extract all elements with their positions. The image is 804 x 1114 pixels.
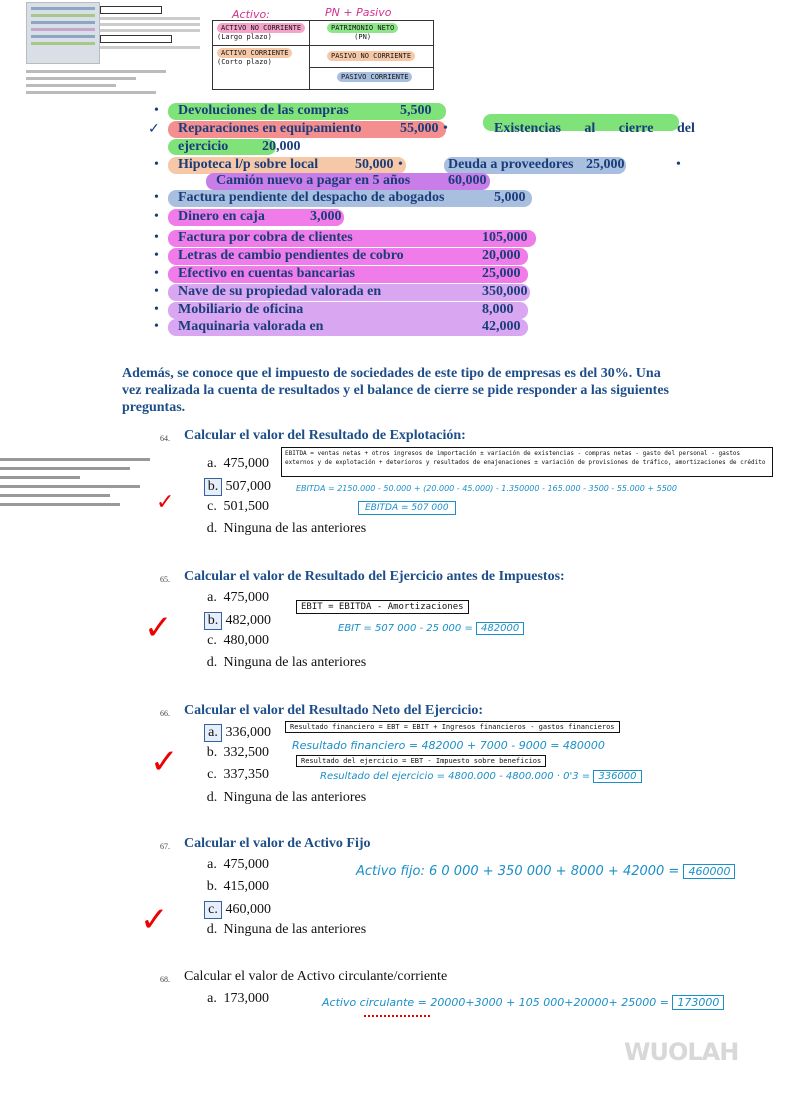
pn-sub: (PN) <box>354 33 372 41</box>
q64-text: Calcular el valor del Resultado de Explotación: <box>184 428 466 443</box>
q64-option-c[interactable]: c. 501,500 <box>207 499 269 514</box>
q66-option-c[interactable]: c. 337,350 <box>207 767 269 782</box>
item-maquinaria: Maquinaria valorada en 42,000 <box>178 319 521 334</box>
ac-sub: (Corto plazo) <box>217 58 272 66</box>
q66-rf-calc: Resultado financiero = 482000 + 7000 - 9000 = 480000 <box>292 739 605 752</box>
item-reparaciones: Reparaciones en equipamiento 55,000 <box>178 121 439 136</box>
q67-text: Calcular el valor de Activo Fijo <box>184 836 371 851</box>
item-existencias: Existencias al cierre del <box>494 121 695 136</box>
q65-option-a[interactable]: a. 475,000 <box>207 590 269 605</box>
q68-ac-calc: Activo circulante = 20000+3000 + 105 000+20000+ 25000 = 173000 <box>322 996 724 1009</box>
item-camion: Camión nuevo a pagar en 5 años 60,000 <box>216 173 487 188</box>
q65-number: 65. <box>160 575 170 584</box>
q66-option-b[interactable]: b. 332,500 <box>206 745 269 760</box>
thumbnail-preview <box>26 2 100 64</box>
mini-notes-2 <box>26 66 166 98</box>
ac-label: ACTIVO CORRIENTE <box>217 48 292 58</box>
q68-ac-result: 173000 <box>672 995 724 1010</box>
anc-sub: (Largo plazo) <box>217 33 272 41</box>
item-hipoteca: Hipoteca l/p sobre local 50,000 <box>178 157 394 172</box>
q64-option-d[interactable]: d. Ninguna de las anteriores <box>206 521 367 536</box>
q65-text: Calcular el valor de Resultado del Ejercicio antes de Impuestos: <box>184 569 565 584</box>
pn-pasivo-heading: PN + Pasivo <box>325 6 392 19</box>
q68-number: 68. <box>160 975 170 984</box>
q64-option-b[interactable]: b. 507,000 <box>204 478 271 496</box>
q67-option-d[interactable]: d. Ninguna de las anteriores <box>206 922 367 937</box>
q65-ebit-calc: EBIT = 507 000 - 25 000 = 482000 <box>338 623 524 634</box>
item-efectivo-bancos: Efectivo en cuentas bancarias 25,000 <box>178 266 521 281</box>
q66-text: Calcular el valor del Resultado Neto del Ejercicio: <box>184 703 484 718</box>
margin-notes <box>0 452 150 512</box>
q65-ebit-result: 482000 <box>476 622 524 635</box>
q64-ebitda-calc: EBITDA = 2150.000 - 50.000 + (20.000 - 45.000) - 1.350000 - 165.000 - 3500 - 55.000 + 5500 <box>296 484 677 493</box>
q68-option-a[interactable]: a. 173,000 <box>207 991 269 1006</box>
item-factura-clientes: Factura por cobra de clientes 105,000 <box>178 230 528 245</box>
q67-option-a[interactable]: a. 475,000 <box>207 857 269 872</box>
q65-option-d[interactable]: d. Ninguna de las anteriores <box>206 655 367 670</box>
q66-option-d[interactable]: d. Ninguna de las anteriores <box>206 790 367 805</box>
pnc-label: PASIVO NO CORRIENTE <box>327 51 415 61</box>
item-devoluciones: Devoluciones de las compras 5,500 <box>178 103 432 118</box>
q66-rn-result: 336000 <box>593 770 641 783</box>
item-factura-abogados: Factura pendiente del despacho de abogados 5,000 <box>178 190 526 205</box>
pc-label: PASIVO CORRIENTE <box>337 72 412 82</box>
intro-paragraph: Además, se conoce que el impuesto de sociedades de este tipo de empresas es del 30%. Una vez realizada la cuenta de resultados y el balance de cierre se pide responder a las siguientes preguntas. <box>122 366 669 415</box>
q64-number: 64. <box>160 434 170 443</box>
q67-check-icon: ✓ <box>140 900 169 940</box>
q67-option-c[interactable]: c. 460,000 <box>204 901 271 919</box>
item-letras-cambio: Letras de cambio pendientes de cobro 20,000 <box>178 248 521 263</box>
q65-option-b[interactable]: b. 482,000 <box>204 612 271 630</box>
q68-text: Calcular el valor de Activo circulante/corriente <box>184 969 448 984</box>
q64-ebitda-result: EBITDA = 507 000 <box>358 501 456 515</box>
q65-check-icon: ✓ <box>144 608 173 648</box>
q67-af-calc: Activo fijo: 6 0 000 + 350 000 + 8000 + 42000 = 460000 <box>356 864 735 879</box>
q67-option-b[interactable]: b. 415,000 <box>206 879 269 894</box>
q67-af-result: 460000 <box>683 864 735 879</box>
watermark: WUOLAH <box>624 1038 739 1066</box>
q64-ebitda-formula: EBITDA = ventas netas + otros ingresos de importación ± variación de existencias - compras netas - gasto del personal - gastos externos y de explotación + deterioros y resultados de enajenaciones ± variación de provisiones de tráfico, amortizaciones de crédito <box>281 447 773 477</box>
q66-option-a[interactable]: a. 336,000 <box>204 724 271 742</box>
item-ejercicio: ejercicio 20,000 <box>178 139 301 154</box>
q67-number: 67. <box>160 842 170 851</box>
q66-rn-formula: Resultado del ejercicio = EBT - Impuesto sobre beneficios <box>296 755 546 767</box>
pn-label: PATRIMONIO NETO <box>327 23 398 33</box>
q66-rn-calc: Resultado del ejercicio = 4800.000 - 4800.000 · 0'3 = 336000 <box>320 771 642 782</box>
q68-underline <box>364 1015 430 1017</box>
item-mobiliario: Mobiliario de oficina 8,000 <box>178 302 514 317</box>
q66-number: 66. <box>160 709 170 718</box>
q66-rf-formula: Resultado financiero = EBT = EBIT + Ingresos financieros - gastos financieros <box>285 721 620 733</box>
item-deuda-proveedores: Deuda a proveedores 25,000 <box>448 157 625 172</box>
q65-ebit-formula: EBIT = EBITDA - Amortizaciones <box>296 600 469 614</box>
mini-notes <box>100 4 200 64</box>
q64-option-a[interactable]: a. 475,000 <box>207 456 269 471</box>
anc-label: ACTIVO NO CORRIENTE <box>217 23 305 33</box>
q64-check-icon: ✓ <box>156 490 175 515</box>
activo-heading: Activo: <box>232 8 270 21</box>
q66-check-icon: ✓ <box>150 742 179 782</box>
item-dinero-caja: Dinero en caja 3,000 <box>178 209 342 224</box>
item-nave: Nave de su propiedad valorada en 350,000 <box>178 284 528 299</box>
q65-option-c[interactable]: c. 480,000 <box>207 633 269 648</box>
balance-diagram <box>212 20 434 90</box>
